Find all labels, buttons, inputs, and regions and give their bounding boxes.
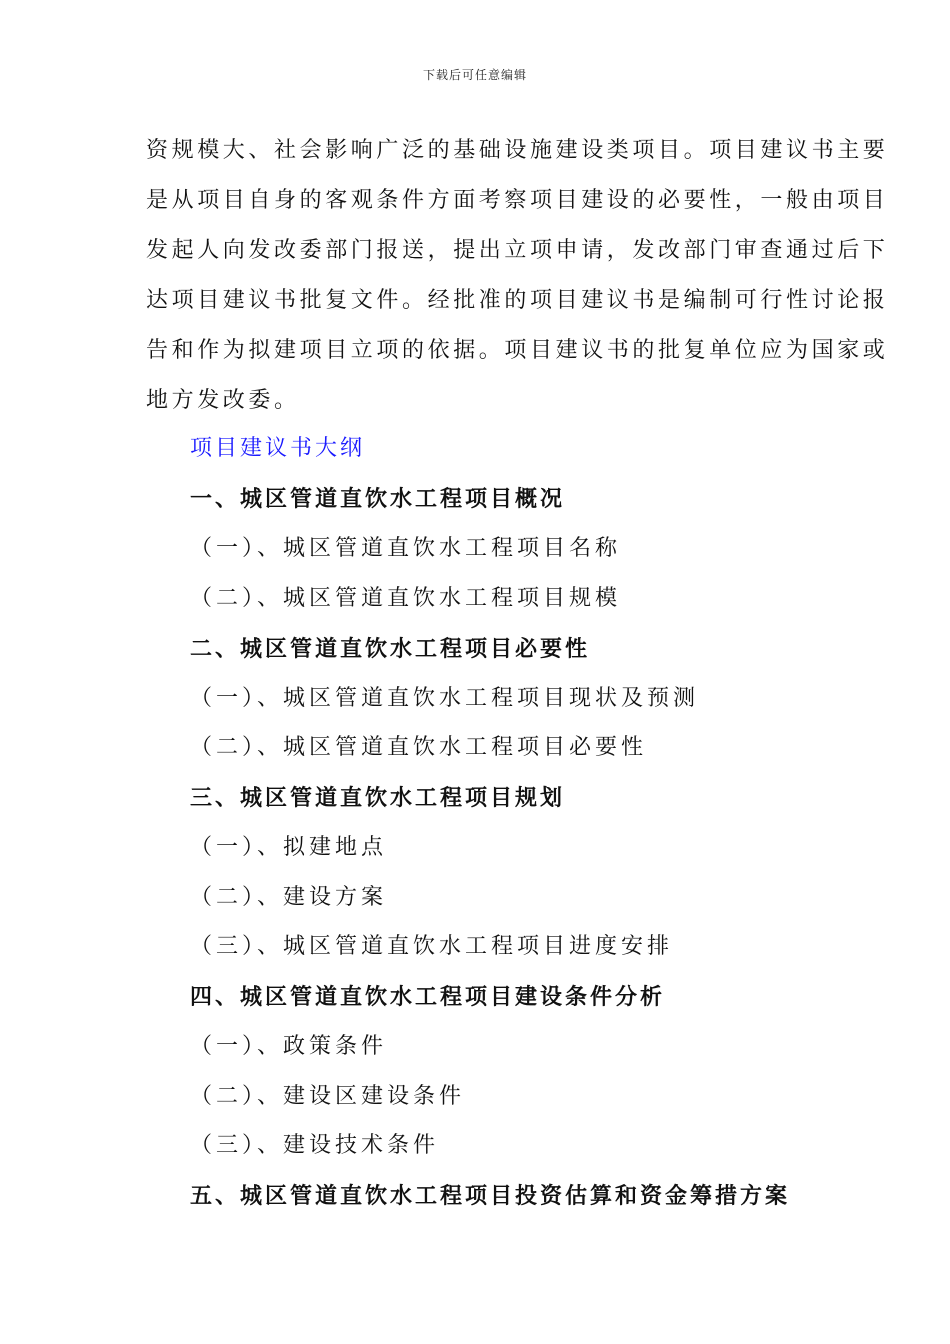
intro-paragraph xyxy=(146,126,889,426)
intro-line: 达项目建议书批复文件。经批准的项目建议书是编制可行性讨论报 xyxy=(146,288,889,313)
outline-subsection: （二）、建设区建设条件 xyxy=(190,1084,466,1109)
outline-subsection: （二）、城区管道直饮水工程项目规模 xyxy=(190,586,622,611)
intro-line: 发起人向发改委部门报送，提出立项申请，发改部门审查通过后下 xyxy=(146,238,889,263)
outline-subsection: （二）、建设方案 xyxy=(190,885,388,910)
outline-subsection: （一）、城区管道直饮水工程项目名称 xyxy=(190,536,622,561)
outline-title: 项目建议书大纲 xyxy=(190,436,366,461)
outline-section-heading: 二、城区管道直饮水工程项目必要性 xyxy=(190,636,591,662)
intro-line: 地方发改委。 xyxy=(146,388,300,413)
outline-subsection: （一）、拟建地点 xyxy=(190,835,388,860)
intro-line: 是从项目自身的客观条件方面考察项目建设的必要性，一般由项目 xyxy=(146,188,889,213)
outline-subsection: （二）、城区管道直饮水工程项目必要性 xyxy=(190,735,648,760)
outline-section-heading: 一、城区管道直饮水工程项目概况 xyxy=(190,486,566,512)
outline-subsection: （一）、城区管道直饮水工程项目现状及预测 xyxy=(190,686,700,711)
outline-section-heading: 四、城区管道直饮水工程项目建设条件分析 xyxy=(190,984,666,1010)
outline-subsection: （三）、建设技术条件 xyxy=(190,1133,440,1158)
intro-line: 资规模大、社会影响广泛的基础设施建设类项目。项目建议书主要 xyxy=(146,138,889,163)
outline-section-heading: 三、城区管道直饮水工程项目规划 xyxy=(190,785,566,811)
outline-subsection: （三）、城区管道直饮水工程项目进度安排 xyxy=(190,934,674,959)
intro-line: 告和作为拟建项目立项的依据。项目建议书的批复单位应为国家或 xyxy=(146,338,889,363)
outline-section-heading: 五、城区管道直饮水工程项目投资估算和资金筹措方案 xyxy=(190,1183,791,1209)
page-header: 下载后可任意编辑 xyxy=(422,68,527,82)
outline-subsection: （一）、政策条件 xyxy=(190,1034,388,1059)
